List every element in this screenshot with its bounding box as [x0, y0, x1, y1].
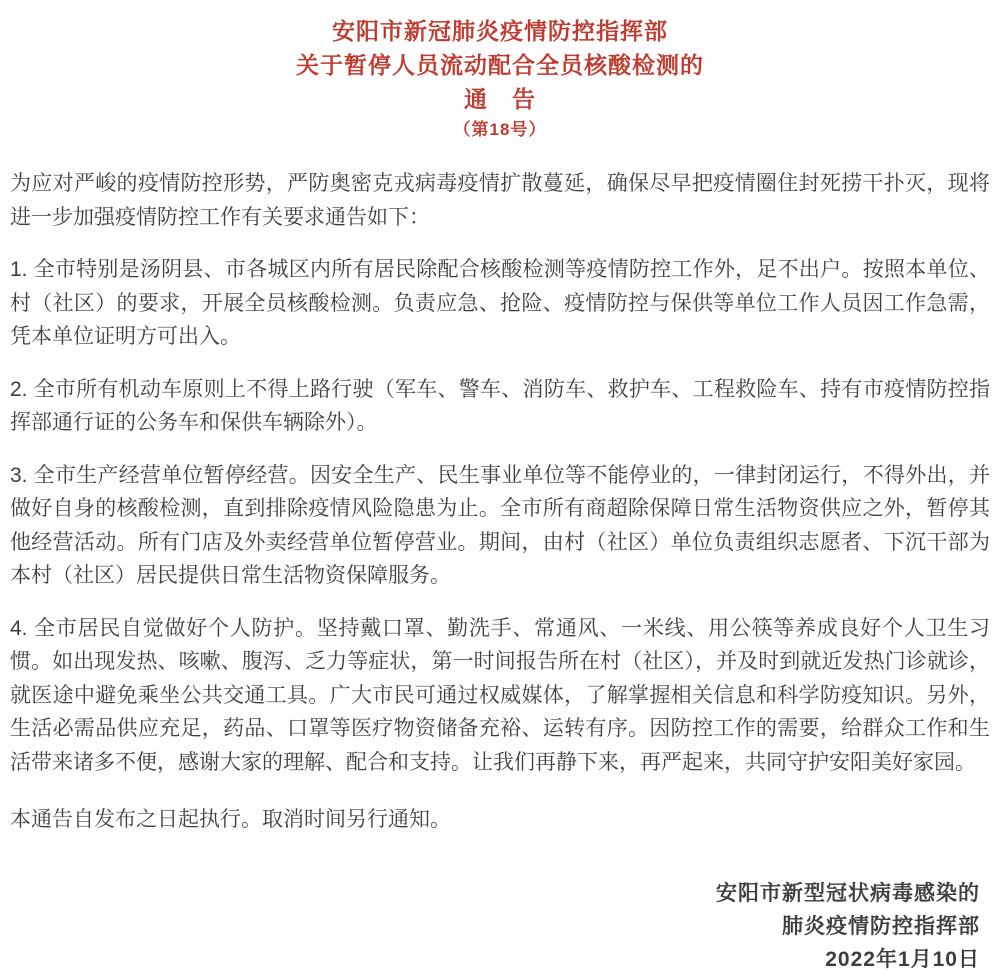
notice-body	[10, 167, 990, 837]
notice-signature-block	[10, 877, 990, 976]
signature-date: 2022年1月10日	[825, 947, 980, 971]
signature-org-line-1: 安阳市新型冠状病毒感染的	[716, 881, 980, 905]
notice-item-3: 3. 全市生产经营单位暂停经营。因安全生产、民生事业单位等不能停业的，一律封闭运行，不得外出，并做好自身的核酸检测，直到排除疫情风险隐患为止。全市所有商超除保障日常生活物资供应之外，暂停其他经营活动。所有门店及外卖经营单位暂停营业。期间，由村（社区）单位负责组织志愿者、下沉干部为本村（社区）居民提供日常生活物资保障服务。	[10, 463, 990, 587]
notice-title-line-2: 关于暂停人员流动配合全员核酸检测的	[296, 52, 704, 78]
notice-item-1: 1. 全市特别是汤阴县、市各城区内所有居民除配合核酸检测等疫情防控工作外，足不出户。按照本单位、村（社区）的要求，开展全员核酸检测。负责应急、抢险、疫情防控与保供等单位工作人员因工作急需，凭本单位证明方可出入。	[10, 258, 990, 348]
notice-word: 通 告	[464, 86, 536, 112]
signature-org-line-2: 肺炎疫情防控指挥部	[782, 914, 980, 938]
notice-title-line-1: 安阳市新冠肺炎疫情防控指挥部	[332, 18, 668, 44]
notice-number: （第18号）	[453, 120, 547, 139]
notice-closing-line: 本通告自发布之日起执行。取消时间另行通知。	[10, 808, 451, 831]
notice-intro-paragraph: 为应对严峻的疫情防控形势，严防奥密克戎病毒疫情扩散蔓延，确保尽早把疫情圈住封死捞干扑灭，现将进一步加强疫情防控工作有关要求通告如下：	[10, 172, 990, 229]
notice-title-block	[10, 14, 990, 143]
notice-item-2: 2. 全市所有机动车原则上不得上路行驶（军车、警车、消防车、救护车、工程救险车、持有市疫情防控指挥部通行证的公务车和保供车辆除外）。	[10, 377, 990, 434]
notice-item-4: 4. 全市居民自觉做好个人防护。坚持戴口罩、勤洗手、常通风、一米线、用公筷等养成良好个人卫生习惯。如出现发热、咳嗽、腹泻、乏力等症状，第一时间报告所在村（社区），并及时到就近发热门诊就诊，就医途中避免乘坐公共交通工具。广大市民可通过权威媒体，了解掌握相关信息和科学防疫知识。另外，生活必需品供应充足，药品、口罩等医疗物资储备充裕、运转有序。因防控工作的需要，给群众工作和生活带来诸多不便，感谢大家的理解、配合和支持。让我们再静下来，再严起来，共同守护安阳美好家园。	[10, 616, 990, 774]
